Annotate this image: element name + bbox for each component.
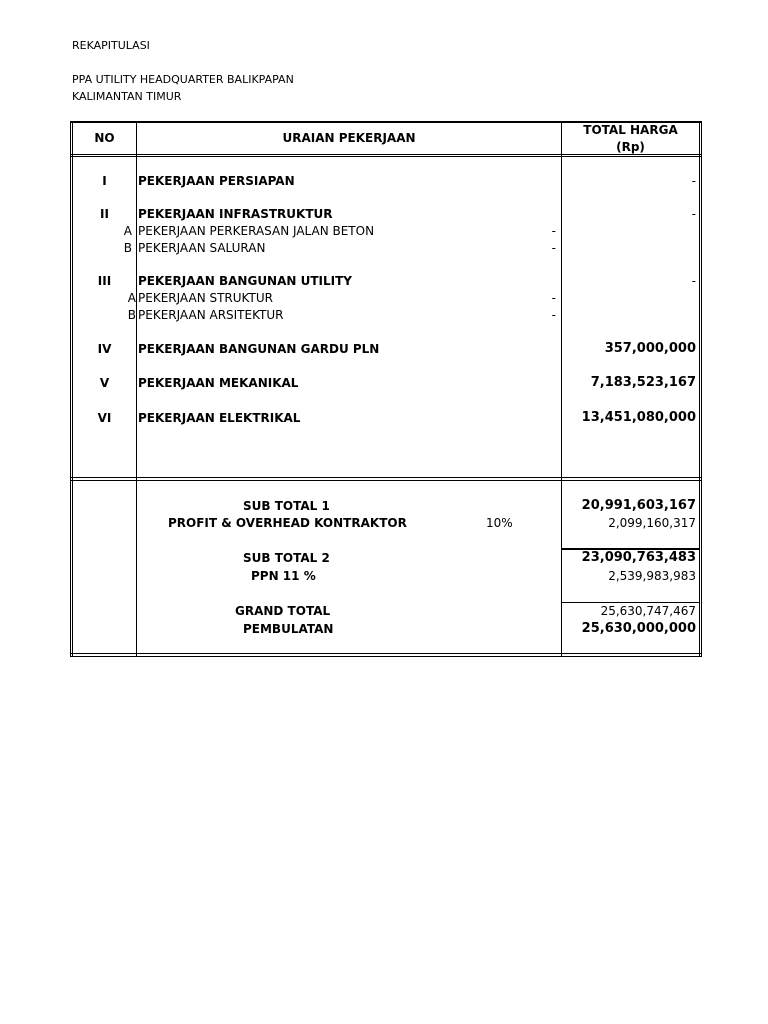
row-no: III (97, 274, 112, 288)
profit-percent: 10% (486, 516, 513, 530)
ppn-label: PPN 11 % (251, 569, 316, 583)
row-label: PEKERJAAN INFRASTRUKTUR (138, 207, 333, 221)
row-label: PEKERJAAN ELEKTRIKAL (138, 411, 301, 425)
col-header-no: NO (94, 131, 115, 145)
subrow-letter: B (127, 308, 136, 322)
project-location: KALIMANTAN TIMUR (72, 90, 182, 103)
grand-total-value: 25,630,747,467 (600, 604, 696, 618)
subrow-label: PEKERJAAN STRUKTUR (138, 291, 273, 305)
subrow-letter: A (123, 224, 132, 238)
profit-label: PROFIT & OVERHEAD KONTRAKTOR (168, 516, 407, 530)
row-no: IV (97, 342, 112, 356)
subrow-letter: A (127, 291, 136, 305)
sub-total-1-label: SUB TOTAL 1 (243, 499, 330, 513)
ppn-value: 2,539,983,983 (608, 569, 696, 583)
profit-value: 2,099,160,317 (608, 516, 696, 530)
subrow-value: - (551, 224, 556, 238)
row-label: PEKERJAAN PERSIAPAN (138, 174, 295, 188)
doc-title: REKAPITULASI (72, 39, 150, 52)
subrow-value: - (551, 241, 556, 255)
col-header-total-line2: (Rp) (616, 140, 645, 154)
row-no: II (100, 207, 109, 221)
pembulatan-value: 25,630,000,000 (581, 621, 696, 636)
subrow-label: PEKERJAAN PERKERASAN JALAN BETON (138, 224, 375, 238)
subrow-label: PEKERJAAN ARSITEKTUR (138, 308, 284, 322)
sub-total-2-value: 23,090,763,483 (581, 550, 696, 565)
sub-total-1-value: 20,991,603,167 (581, 498, 696, 513)
row-no: V (99, 376, 110, 390)
subrow-label: PEKERJAAN SALURAN (138, 241, 266, 255)
project-name: PPA UTILITY HEADQUARTER BALIKPAPAN (72, 73, 294, 86)
row-label: PEKERJAAN MEKANIKAL (138, 376, 299, 390)
grand-total-label: GRAND TOTAL (235, 604, 331, 618)
subrow-value: - (551, 308, 556, 322)
row-label: PEKERJAAN BANGUNAN UTILITY (138, 274, 352, 288)
row-no: I (102, 174, 107, 188)
pembulatan-label: PEMBULATAN (243, 622, 334, 636)
row-total: 13,451,080,000 (581, 410, 696, 425)
row-label: PEKERJAAN BANGUNAN GARDU PLN (138, 342, 380, 356)
subrow-value: - (551, 291, 556, 305)
sub-total-2-label: SUB TOTAL 2 (243, 551, 330, 565)
row-total: 7,183,523,167 (590, 375, 696, 390)
row-total: - (691, 174, 696, 188)
row-total: - (691, 207, 696, 221)
subrow-letter: B (123, 241, 132, 255)
col-header-total-line1: TOTAL HARGA (583, 123, 678, 137)
row-total: 357,000,000 (604, 341, 696, 356)
row-total: - (691, 274, 696, 288)
col-header-uraian: URAIAN PEKERJAAN (282, 131, 416, 145)
row-no: VI (97, 411, 112, 425)
